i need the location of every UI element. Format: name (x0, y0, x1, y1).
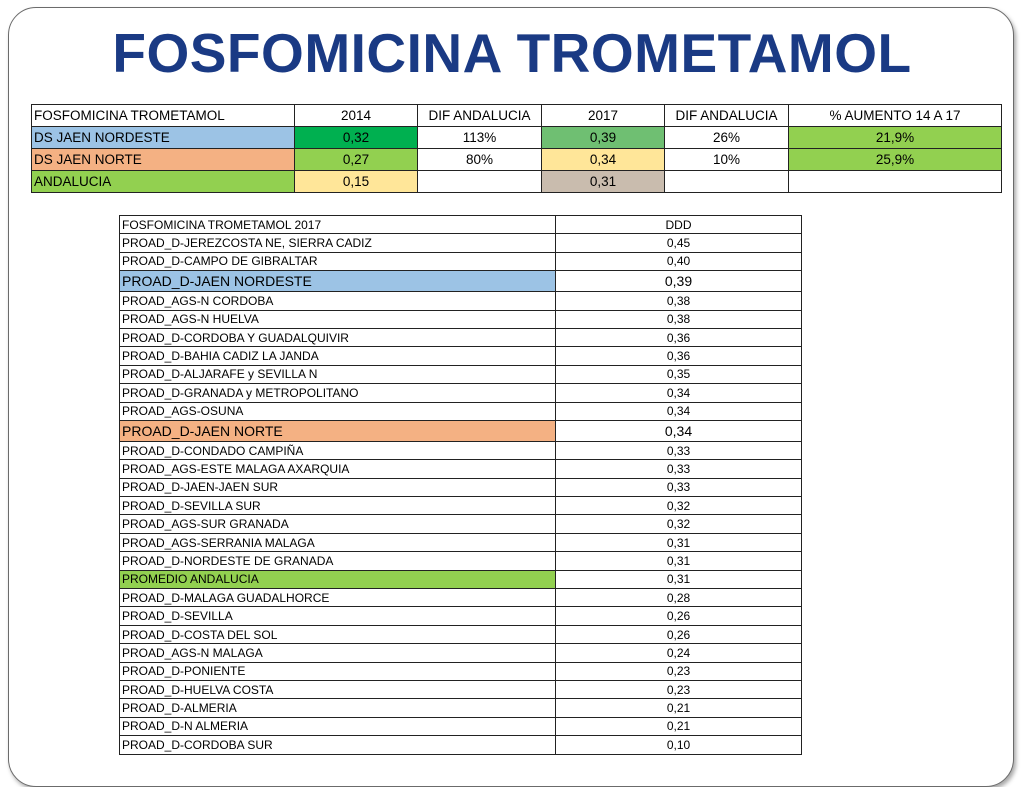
ranking-row-value: 0,31 (556, 570, 802, 588)
ranking-row-value: 0,35 (556, 365, 802, 383)
ranking-row (120, 533, 802, 551)
ranking-table (119, 215, 802, 755)
ranking-row (120, 717, 802, 735)
ranking-row-value: 0,33 (556, 441, 802, 459)
summary-cell-dif-2014: 113% (418, 127, 542, 149)
summary-cell-2017: 0,34 (542, 149, 665, 171)
ranking-row (120, 699, 802, 717)
ranking-row (120, 252, 802, 270)
ranking-row-value: 0,10 (556, 736, 802, 754)
ranking-row-value: 0,38 (556, 310, 802, 328)
ranking-row-name: PROAD_D-CAMPO DE GIBRALTAR (120, 252, 556, 270)
ranking-row-name: PROAD_D-CONDADO CAMPIÑA (120, 441, 556, 459)
summary-header-cell: % AUMENTO 14 A 17 (789, 105, 1002, 127)
summary-cell-2014: 0,27 (295, 149, 418, 171)
ranking-row (120, 365, 802, 383)
ranking-row-value: 0,32 (556, 497, 802, 515)
ranking-row (120, 662, 802, 680)
ranking-row-name: PROAD_D-SEVILLA SUR (120, 497, 556, 515)
ranking-row-name: PROAD_D-NORDESTE DE GRANADA (120, 552, 556, 570)
ranking-row-value: 0,31 (556, 533, 802, 551)
ranking-row-name: PROAD_D-SEVILLA (120, 607, 556, 625)
ranking-row-name: PROAD_AGS-SERRANIA MALAGA (120, 533, 556, 551)
summary-cell-dif-2017: 26% (665, 127, 789, 149)
ranking-row (120, 644, 802, 662)
ranking-row-name: PROAD_D-GRANADA y METROPOLITANO (120, 384, 556, 402)
ranking-row (120, 402, 802, 420)
ranking-row-name: PROAD_D-BAHIA CADIZ LA JANDA (120, 347, 556, 365)
ranking-row (120, 292, 802, 310)
summary-header-cell: 2014 (295, 105, 418, 127)
ranking-row-value: 0,21 (556, 717, 802, 735)
ranking-row-name: PROAD_AGS-N HUELVA (120, 310, 556, 328)
ranking-row-value: 0,33 (556, 460, 802, 478)
ranking-row-name: PROAD_D-JAEN-JAEN SUR (120, 478, 556, 496)
ranking-row (120, 680, 802, 698)
ranking-row-value: 0,36 (556, 347, 802, 365)
ranking-row (120, 570, 802, 588)
ranking-row-name: PROAD_D-CORDOBA SUR (120, 736, 556, 754)
ranking-row-name: PROAD_AGS-SUR GRANADA (120, 515, 556, 533)
ranking-row (120, 234, 802, 252)
ranking-row (120, 515, 802, 533)
ranking-row-value: 0,31 (556, 552, 802, 570)
summary-header-cell: DIF ANDALUCIA (418, 105, 542, 127)
ranking-row (120, 328, 802, 346)
summary-cell-2014: 0,32 (295, 127, 418, 149)
ranking-row (120, 310, 802, 328)
ranking-row (120, 460, 802, 478)
summary-cell-dif-2014: 80% (418, 149, 542, 171)
ranking-row-value: 0,24 (556, 644, 802, 662)
summary-table (31, 104, 1002, 193)
summary-row (32, 171, 1002, 193)
ranking-row-name: PROAD_AGS-ESTE MALAGA AXARQUIA (120, 460, 556, 478)
ranking-row-value: 0,34 (556, 402, 802, 420)
summary-cell-dif-2017 (665, 171, 789, 193)
summary-row (32, 149, 1002, 171)
summary-cell-aumento: 25,9% (789, 149, 1002, 171)
ranking-header-name: FOSFOMICINA TROMETAMOL 2017 (120, 216, 556, 234)
ranking-row (120, 420, 802, 441)
ranking-row-value: 0,21 (556, 699, 802, 717)
ranking-row-name: PROAD_D-PONIENTE (120, 662, 556, 680)
summary-cell-dif-2014 (418, 171, 542, 193)
ranking-row-value: 0,23 (556, 680, 802, 698)
ranking-header-row (120, 216, 802, 234)
ranking-row-value: 0,45 (556, 234, 802, 252)
ranking-row (120, 589, 802, 607)
ranking-row-name: PROAD_AGS-N MALAGA (120, 644, 556, 662)
ranking-row-value: 0,36 (556, 328, 802, 346)
ranking-row (120, 347, 802, 365)
ranking-row-name: PROAD_D-JAEN NORTE (120, 420, 556, 441)
ranking-row-name: PROAD_D-CORDOBA Y GUADALQUIVIR (120, 328, 556, 346)
ranking-row (120, 271, 802, 292)
ranking-row-value: 0,32 (556, 515, 802, 533)
ranking-row-name: PROAD_AGS-OSUNA (120, 402, 556, 420)
ranking-row (120, 384, 802, 402)
ranking-row-value: 0,26 (556, 607, 802, 625)
summary-cell-dif-2017: 10% (665, 149, 789, 171)
summary-cell-2014: 0,15 (295, 171, 418, 193)
ranking-row-value: 0,38 (556, 292, 802, 310)
ranking-row-value: 0,34 (556, 384, 802, 402)
ranking-row (120, 607, 802, 625)
ranking-row-name: PROAD_D-COSTA DEL SOL (120, 625, 556, 643)
ranking-row (120, 552, 802, 570)
summary-header-cell: FOSFOMICINA TROMETAMOL (32, 105, 295, 127)
ranking-row-name: PROMEDIO ANDALUCIA (120, 570, 556, 588)
slide-title: FOSFOMICINA TROMETAMOL (112, 22, 912, 84)
summary-header-cell: DIF ANDALUCIA (665, 105, 789, 127)
summary-row-name: DS JAEN NORTE (32, 149, 295, 171)
ranking-row-value: 0,34 (556, 420, 802, 441)
summary-header-cell: 2017 (542, 105, 665, 127)
summary-header-row (32, 105, 1002, 127)
ranking-row-name: PROAD_D-ALMERIA (120, 699, 556, 717)
ranking-row-name: PROAD_D-MALAGA GUADALHORCE (120, 589, 556, 607)
ranking-row-value: 0,33 (556, 478, 802, 496)
ranking-row-value: 0,28 (556, 589, 802, 607)
ranking-header-value: DDD (556, 216, 802, 234)
ranking-row (120, 441, 802, 459)
summary-cell-aumento (789, 171, 1002, 193)
ranking-row (120, 478, 802, 496)
ranking-row-name: PROAD_D-HUELVA COSTA (120, 680, 556, 698)
summary-cell-aumento: 21,9% (789, 127, 1002, 149)
ranking-row-name: PROAD_D-JAEN NORDESTE (120, 271, 556, 292)
summary-cell-2017: 0,31 (542, 171, 665, 193)
summary-row (32, 127, 1002, 149)
ranking-row (120, 736, 802, 754)
ranking-row (120, 625, 802, 643)
summary-row-name: ANDALUCIA (32, 171, 295, 193)
summary-cell-2017: 0,39 (542, 127, 665, 149)
ranking-row (120, 497, 802, 515)
ranking-row-name: PROAD_D-ALJARAFE y SEVILLA N (120, 365, 556, 383)
ranking-row-name: PROAD_D-N ALMERIA (120, 717, 556, 735)
ranking-row-value: 0,40 (556, 252, 802, 270)
ranking-row-name: PROAD_D-JEREZCOSTA NE, SIERRA CADIZ (120, 234, 556, 252)
ranking-row-value: 0,26 (556, 625, 802, 643)
ranking-row-value: 0,23 (556, 662, 802, 680)
summary-row-name: DS JAEN NORDESTE (32, 127, 295, 149)
ranking-row-value: 0,39 (556, 271, 802, 292)
ranking-row-name: PROAD_AGS-N CORDOBA (120, 292, 556, 310)
